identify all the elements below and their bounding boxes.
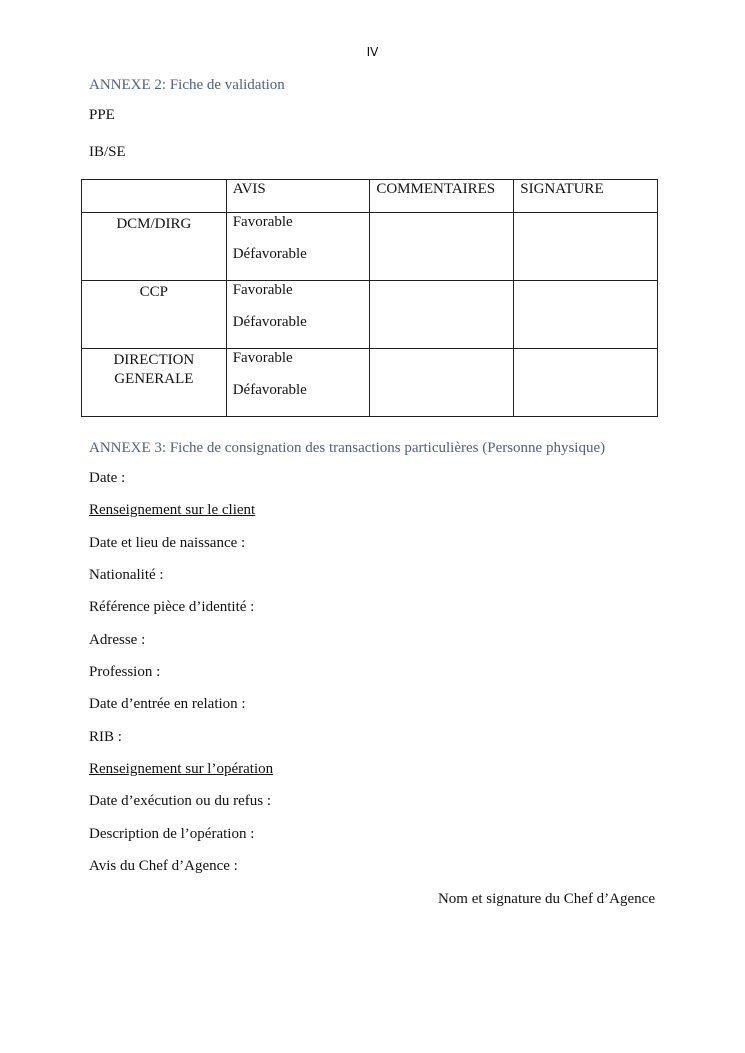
section-client: Renseignement sur le client bbox=[89, 502, 256, 518]
entity-cell: DIRECTION GENERALE bbox=[82, 349, 227, 417]
defavorable-option: Défavorable bbox=[232, 314, 307, 330]
table-row bbox=[82, 349, 658, 417]
favorable-option: Favorable bbox=[232, 214, 293, 230]
avis-cell bbox=[226, 213, 370, 281]
annex2-line-ibse: IB/SE bbox=[89, 144, 126, 160]
field-address: Adresse : bbox=[89, 632, 146, 648]
avis-cell bbox=[226, 281, 370, 349]
table-row bbox=[82, 213, 658, 281]
field-description: Description de l’opération : bbox=[89, 826, 255, 842]
header-cell-empty bbox=[82, 180, 227, 213]
table-header-row bbox=[82, 180, 658, 213]
header-cell-commentaires: COMMENTAIRES bbox=[370, 180, 514, 213]
signature-line: Nom et signature du Chef d’Agence bbox=[437, 891, 655, 907]
annex2-title: ANNEXE 2: Fiche de validation bbox=[89, 77, 285, 93]
comment-cell bbox=[370, 349, 514, 417]
field-profession: Profession : bbox=[89, 664, 161, 680]
section-operation: Renseignement sur l’opération bbox=[89, 761, 274, 777]
header-cell-signature: SIGNATURE bbox=[514, 180, 658, 213]
signature-cell bbox=[514, 349, 658, 417]
field-manager-opinion: Avis du Chef d’Agence : bbox=[89, 858, 238, 874]
field-id-reference: Référence pièce d’identité : bbox=[89, 599, 255, 615]
signature-cell bbox=[514, 213, 658, 281]
defavorable-option: Défavorable bbox=[232, 246, 307, 262]
favorable-option: Favorable bbox=[232, 282, 293, 298]
validation-table bbox=[81, 179, 658, 417]
field-execution-date: Date d’exécution ou du refus : bbox=[89, 793, 272, 809]
field-date: Date : bbox=[89, 470, 126, 486]
avis-cell bbox=[226, 349, 370, 417]
field-birth: Date et lieu de naissance : bbox=[89, 535, 246, 551]
defavorable-option: Défavorable bbox=[232, 382, 307, 398]
field-nationality: Nationalité : bbox=[89, 567, 164, 583]
entity-cell: DCM/DIRG bbox=[82, 213, 227, 281]
field-relation-date: Date d’entrée en relation : bbox=[89, 696, 246, 712]
annex2-line-ppe: PPE bbox=[89, 107, 115, 123]
favorable-option: Favorable bbox=[232, 350, 293, 366]
field-rib: RIB : bbox=[89, 729, 122, 745]
comment-cell bbox=[370, 281, 514, 349]
page-number: IV bbox=[366, 45, 379, 59]
table-row bbox=[82, 281, 658, 349]
header-cell-avis: AVIS bbox=[226, 180, 370, 213]
signature-cell bbox=[514, 281, 658, 349]
annex3-title: ANNEXE 3: Fiche de consignation des transactions particulières (Personne physique) bbox=[89, 440, 606, 456]
entity-cell: CCP bbox=[82, 281, 227, 349]
comment-cell bbox=[370, 213, 514, 281]
